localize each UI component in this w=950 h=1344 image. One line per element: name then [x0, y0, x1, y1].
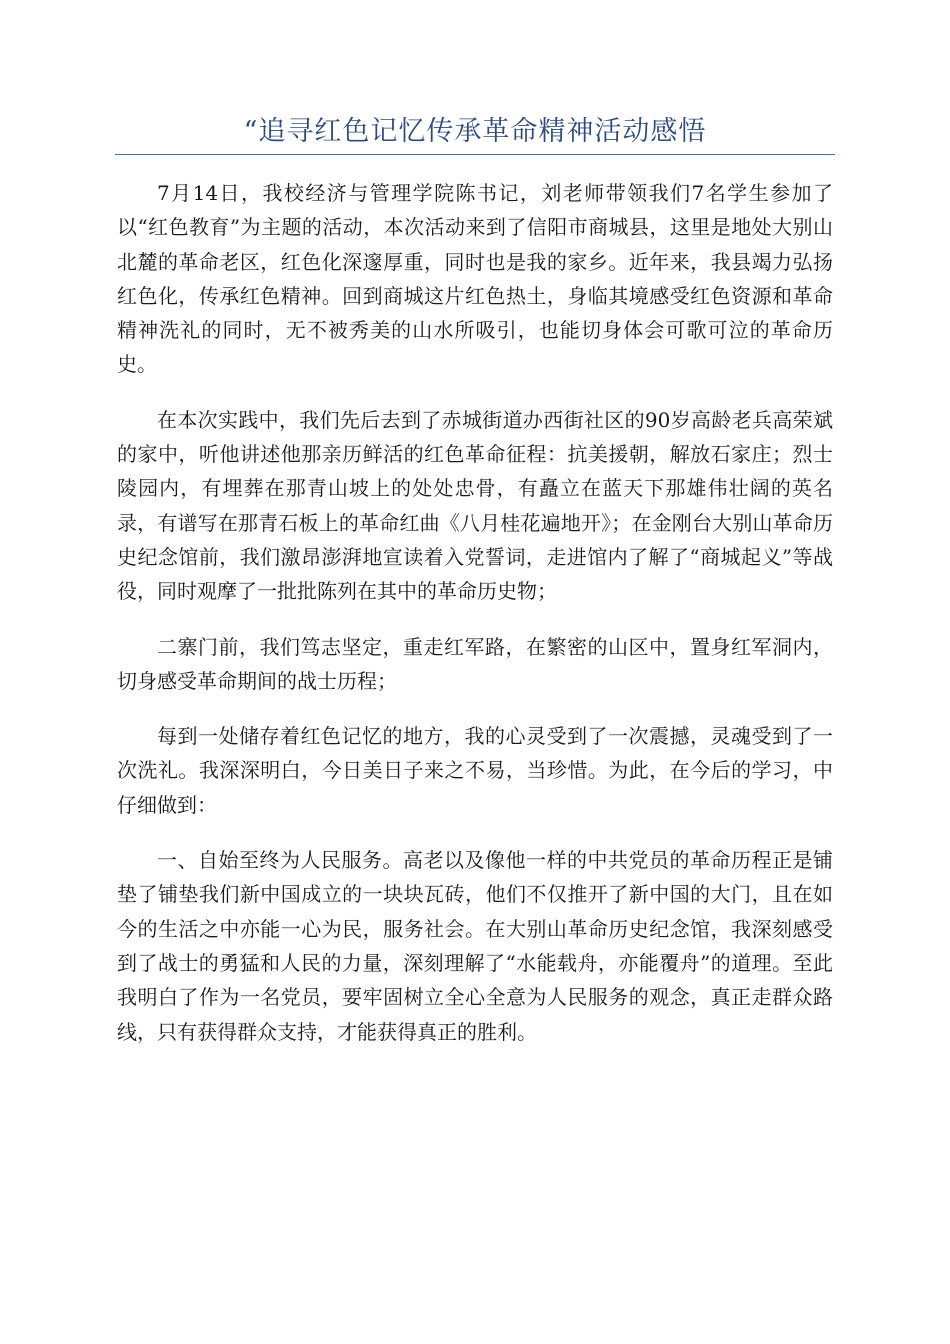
- title-underline: [115, 154, 835, 155]
- paragraph-2: 在本次实践中，我们先后去到了赤城街道办西街社区的90岁高龄老兵高荣斌的家中，听他讲述他那亲历鲜活的红色革命征程：抗美援朝，解放石家庄；烈士陵园内，有埋葬在那青山坡上的处处忠骨，有矗立在蓝天下那雄伟壮阔的英名录，有谱写在那青石板上的革命红曲《八月桂花遍地开》；在金刚台大别山革命历史纪念馆前，我们激昂澎湃地宣读着入党誓词，走进馆内了解了“商城起义”等战役，同时观摩了一批批陈列在其中的革命历史物；: [117, 407, 833, 604]
- paragraph-5: 一、自始至终为人民服务。高老以及像他一样的中共党员的革命历程正是铺垫了铺垫我们新中国成立的一块块瓦砖，他们不仅推开了新中国的大门，且在如今的生活之中亦能一心为民，服务社会。在大别山革命历史纪念馆，我深刻感受到了战士的勇猛和人民的力量，深刻理解了“水能载舟，亦能覆舟”的道理。至此我明白了作为一名党员，要牢固树立全心全意为人民服务的观念，真正走群众路线，只有获得群众支持，才能获得真正的胜利。: [117, 848, 833, 1044]
- paragraph-1: 7月14日，我校经济与管理学院陈书记，刘老师带领我们7名学生参加了以“红色教育”为主题的活动，本次活动来到了信阳市商城县，这里是地处大别山北麓的革命老区，红色化深邃厚重，同时也是我的家乡。近年来，我县竭力弘扬红色化，传承红色精神。回到商城这片红色热土，身临其境感受红色资源和革命精神洗礼的同时，无不被秀美的山水所吸引，也能切身体会可歌可泣的革命历史。: [117, 181, 833, 377]
- document-body: [117, 176, 833, 1070]
- paragraph-3: 二寨门前，我们笃志坚定，重走红军路，在繁密的山区中，置身红军洞内，切身感受革命期间的战士历程；: [117, 634, 833, 693]
- document-title: “追寻红色记忆传承革命精神活动感悟: [243, 116, 707, 147]
- paragraph-4: 每到一处储存着红色记忆的地方，我的心灵受到了一次震撼，灵魂受到了一次洗礼。我深深明白，今日美日子来之不易，当珍惜。为此，在今后的学习，中仔细做到：: [117, 724, 833, 817]
